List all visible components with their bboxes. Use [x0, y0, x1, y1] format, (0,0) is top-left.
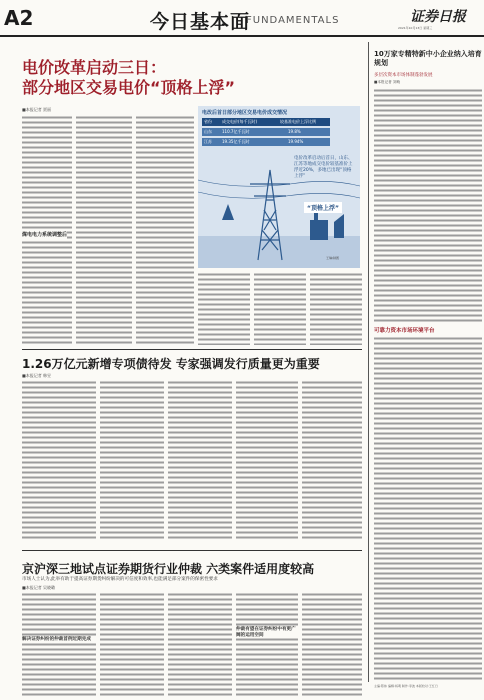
page-footer: 主编:陈炜 编辑:杨萌 制作:李波 本版校对:王红日 — [374, 684, 438, 688]
story2-headline: 1.26万亿元新增专项债待发 专家强调发行质量更为重要 — [22, 357, 320, 371]
graphic-cell-change: 19.94% — [288, 139, 304, 144]
story2-col-2 — [100, 380, 164, 540]
lead-body-col-3 — [136, 115, 194, 345]
lead-headline-line2: 部分地区交易电价“顶格上浮” — [22, 78, 236, 97]
lead-headline-line1: 电价改革启动三日： — [22, 58, 167, 77]
graphic-cell-price: 110.7亿千瓦时 — [222, 129, 250, 134]
graphic-tag: “顶格上浮” — [304, 202, 342, 213]
graphic-table-row — [202, 128, 330, 136]
right-byline: ■本报记者 刘萌 — [374, 80, 401, 84]
story3-headline: 京沪深三地试点证券期货行业仲裁 六类案件适用度较高 — [22, 562, 315, 576]
right-body-2 — [374, 336, 482, 680]
right-headline-2: 可靠力资本市场环境平台 — [374, 328, 435, 334]
graphic-note: 电价改革启动后首日，山东、江苏等地成交电价较基准价上浮近20%，多地已出现“顶格上浮” — [294, 156, 353, 179]
lead-body-col-5 — [254, 272, 306, 345]
story3-col-2 — [100, 592, 164, 696]
story3-byline: ■本报记者 吴晓璐 — [22, 585, 56, 590]
graphic-cell-region: 江苏 — [204, 139, 212, 144]
right-subtitle: 多层次资本市场体制蓬勃发展 — [374, 73, 433, 78]
graphic-cell-region: 山东 — [204, 129, 212, 134]
column-divider — [368, 42, 369, 682]
lead-subhead: 煤电电力系统调整后 — [22, 232, 68, 238]
right-body — [374, 88, 482, 322]
story3-col-3 — [168, 592, 232, 696]
story2-col-1 — [22, 380, 96, 540]
graphic-col-price: 成交电价(每千瓦时) — [222, 119, 258, 124]
story3-subhead-2: 仲裁有望在证券纠纷中有更广阔的运用空间 — [236, 626, 298, 638]
story-divider — [22, 550, 362, 551]
graphic-credit: 王琳/制图 — [326, 256, 340, 260]
story3-col-5 — [302, 592, 362, 696]
masthead — [0, 0, 484, 34]
story2-col-3 — [168, 380, 232, 540]
graphic-cell-price: 19.35亿千瓦时 — [222, 139, 250, 144]
graphic-table-row — [202, 138, 330, 146]
page-number: A2 — [4, 6, 34, 30]
story2-col-4 — [236, 380, 298, 540]
lead-body-col-2 — [76, 115, 132, 345]
graphic-title: 电改后首日部分地区交易电价成交情况 — [202, 110, 288, 116]
lead-headline — [22, 58, 302, 98]
graphic-cell-change: 19.8% — [288, 129, 301, 134]
newspaper-logo: 证券日报 — [410, 9, 466, 25]
lead-byline: ■本报记者 贾丽 — [22, 107, 52, 112]
story-divider — [22, 349, 362, 350]
section-title: 今日基本面 — [150, 11, 251, 33]
graphic-table-header — [202, 118, 330, 126]
lead-body-col-6 — [310, 272, 362, 345]
story2-byline: ■本报记者 韩昱 — [22, 373, 52, 378]
right-headline: 10万家专精特新中小企业纳入培育规划 — [374, 50, 482, 67]
section-title-en: FUNDAMENTALS — [246, 15, 340, 26]
story3-col-4 — [236, 592, 298, 696]
story3-subhead-1: 解决证券纠纷的仲裁首例近期完成 — [22, 636, 96, 642]
graphic-col-change: 较基准电价上浮比例 — [280, 119, 316, 124]
story3-subtitle: 市场人士认为,此举有助于提高证券期货纠纷解决的可信度和效率,也能满足部分案件的保密性要求 — [22, 577, 218, 582]
story3-col-1 — [22, 592, 96, 696]
masthead-rule — [0, 35, 484, 37]
story2-col-5 — [302, 380, 362, 540]
dateline: 2021年10月13日 星期三 — [398, 26, 433, 30]
lead-graphic — [198, 106, 360, 268]
lead-body-col-4 — [198, 272, 250, 345]
graphic-col-region: 省份 — [204, 119, 212, 124]
